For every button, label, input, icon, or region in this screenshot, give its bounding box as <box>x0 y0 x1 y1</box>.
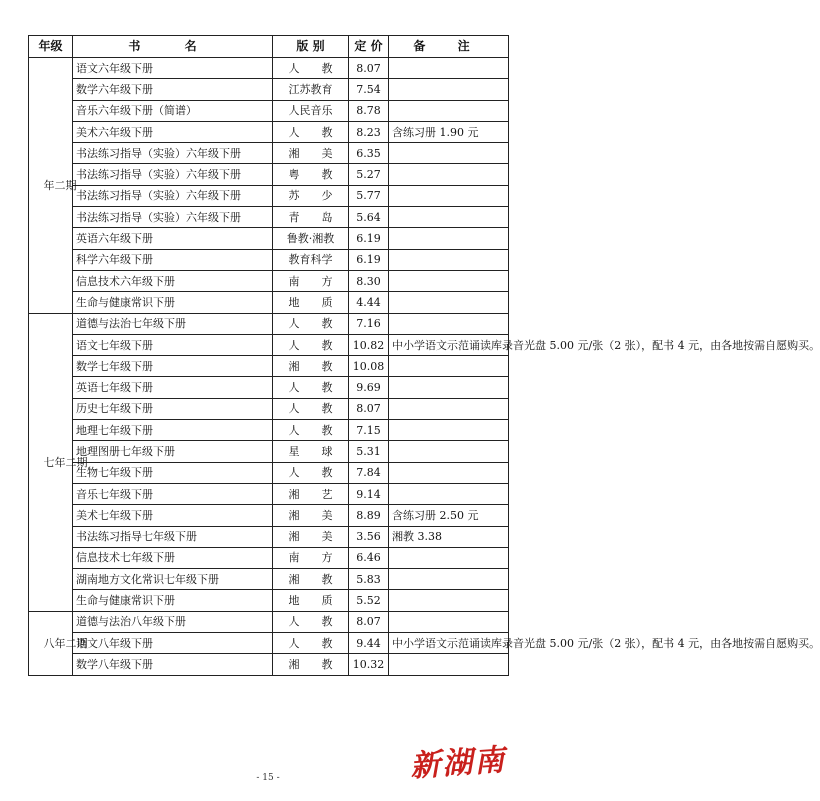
note-cell <box>389 164 509 185</box>
title-cell: 书法练习指导（实验）六年级下册 <box>73 143 273 164</box>
note-cell <box>389 420 509 441</box>
header-note: 备 注 <box>389 36 509 58</box>
publisher-cell: 青 岛 <box>273 207 349 228</box>
table-row <box>29 58 509 79</box>
note-cell <box>389 228 509 249</box>
title-cell: 语文七年级下册 <box>73 334 273 355</box>
note-cell <box>389 377 509 398</box>
note-cell <box>389 79 509 100</box>
note-cell <box>389 100 509 121</box>
table-row <box>29 441 509 462</box>
note-cell <box>389 58 509 79</box>
price-cell: 10.82 <box>349 334 389 355</box>
publisher-cell: 地 质 <box>273 590 349 611</box>
publisher-cell: 鲁教·湘教 <box>273 228 349 249</box>
table-row <box>29 462 509 483</box>
price-cell: 8.07 <box>349 58 389 79</box>
header-price: 定 价 <box>349 36 389 58</box>
table-row <box>29 334 509 355</box>
table-row <box>29 143 509 164</box>
price-cell: 5.83 <box>349 569 389 590</box>
title-cell: 地理七年级下册 <box>73 420 273 441</box>
title-cell: 书法练习指导（实验）六年级下册 <box>73 164 273 185</box>
note-cell <box>389 569 509 590</box>
publisher-cell: 南 方 <box>273 547 349 568</box>
price-cell: 6.46 <box>349 547 389 568</box>
grade-label: 年二期 <box>43 178 77 192</box>
table-row <box>29 100 509 121</box>
header-grade: 年级 <box>29 36 73 58</box>
table-row <box>29 79 509 100</box>
price-cell: 5.27 <box>349 164 389 185</box>
table-row <box>29 356 509 377</box>
header-title: 书 名 <box>73 36 273 58</box>
title-cell: 数学六年级下册 <box>73 79 273 100</box>
price-cell: 6.35 <box>349 143 389 164</box>
publisher-cell: 人 教 <box>273 377 349 398</box>
publisher-cell: 湘 教 <box>273 569 349 590</box>
publisher-cell: 人 教 <box>273 58 349 79</box>
publisher-cell: 南 方 <box>273 270 349 291</box>
table-row <box>29 292 509 313</box>
title-cell: 生物七年级下册 <box>73 462 273 483</box>
grade-label: 八年二期 <box>43 636 88 650</box>
note-cell: 含练习册 1.90 元 <box>389 121 509 142</box>
title-cell: 数学七年级下册 <box>73 356 273 377</box>
title-cell: 道德与法治八年级下册 <box>73 611 273 632</box>
publisher-cell: 湘 教 <box>273 356 349 377</box>
title-cell: 语文八年级下册 <box>73 633 273 654</box>
publisher-cell: 湘 美 <box>273 526 349 547</box>
table-row <box>29 185 509 206</box>
publisher-cell: 地 质 <box>273 292 349 313</box>
book-price-table <box>28 35 820 676</box>
price-cell: 5.64 <box>349 207 389 228</box>
price-cell: 5.31 <box>349 441 389 462</box>
price-cell: 8.78 <box>349 100 389 121</box>
price-cell: 10.32 <box>349 654 389 675</box>
watermark-logo: 新湖南 <box>409 742 508 785</box>
table-row <box>29 228 509 249</box>
note-cell <box>389 356 509 377</box>
publisher-cell: 人 教 <box>273 462 349 483</box>
price-cell: 6.19 <box>349 249 389 270</box>
title-cell: 道德与法治七年级下册 <box>73 313 273 334</box>
title-cell: 美术六年级下册 <box>73 121 273 142</box>
title-cell: 湖南地方文化常识七年级下册 <box>73 569 273 590</box>
publisher-cell: 人 教 <box>273 611 349 632</box>
title-cell: 书法练习指导七年级下册 <box>73 526 273 547</box>
table-row <box>29 505 509 526</box>
note-cell <box>389 590 509 611</box>
price-cell: 8.07 <box>349 611 389 632</box>
note-cell <box>389 654 509 675</box>
price-cell: 7.15 <box>349 420 389 441</box>
grade-cell <box>29 58 77 314</box>
publisher-cell: 人 教 <box>273 398 349 419</box>
publisher-cell: 人 教 <box>273 420 349 441</box>
publisher-cell: 粤 教 <box>273 164 349 185</box>
table-row <box>29 249 509 270</box>
note-cell <box>389 547 509 568</box>
table-header-row <box>29 36 509 58</box>
price-cell: 10.08 <box>349 356 389 377</box>
publisher-cell: 湘 教 <box>273 654 349 675</box>
title-cell: 科学六年级下册 <box>73 249 273 270</box>
publisher-cell: 人 教 <box>273 334 349 355</box>
note-cell <box>389 249 509 270</box>
header-publisher: 版 别 <box>273 36 349 58</box>
publisher-cell: 湘 美 <box>273 143 349 164</box>
note-cell <box>389 441 509 462</box>
publisher-cell: 人民音乐 <box>273 100 349 121</box>
publisher-cell: 湘 美 <box>273 505 349 526</box>
title-cell: 语文六年级下册 <box>73 58 273 79</box>
title-cell: 书法练习指导（实验）六年级下册 <box>73 185 273 206</box>
table-row <box>29 398 509 419</box>
table-row <box>29 526 509 547</box>
publisher-cell: 教育科学 <box>273 249 349 270</box>
note-cell <box>389 270 509 291</box>
note-cell <box>389 313 509 334</box>
price-cell: 3.56 <box>349 526 389 547</box>
note-cell: 中小学语文示范诵读库录音光盘 5.00 元/张（2 张），配书 4 元，由各地按需自愿购买。 <box>389 633 509 654</box>
title-cell: 数学八年级下册 <box>73 654 273 675</box>
price-cell: 5.52 <box>349 590 389 611</box>
note-cell <box>389 398 509 419</box>
grade-cell <box>29 611 88 675</box>
table-row <box>29 207 509 228</box>
table-row <box>29 547 509 568</box>
title-cell: 地理图册七年级下册 <box>73 441 273 462</box>
title-cell: 信息技术六年级下册 <box>73 270 273 291</box>
table-row <box>29 164 509 185</box>
note-cell <box>389 207 509 228</box>
publisher-cell: 星 球 <box>273 441 349 462</box>
publisher-cell: 湘 艺 <box>273 483 349 504</box>
publisher-cell: 人 教 <box>273 633 349 654</box>
note-cell <box>389 462 509 483</box>
publisher-cell: 江苏教育 <box>273 79 349 100</box>
grade-cell <box>29 313 88 611</box>
price-cell: 8.07 <box>349 398 389 419</box>
price-cell: 6.19 <box>349 228 389 249</box>
note-cell <box>389 292 509 313</box>
table-row <box>29 377 509 398</box>
price-cell: 5.77 <box>349 185 389 206</box>
title-cell: 音乐七年级下册 <box>73 483 273 504</box>
title-cell: 英语六年级下册 <box>73 228 273 249</box>
note-cell <box>389 611 509 632</box>
title-cell: 美术七年级下册 <box>73 505 273 526</box>
note-cell <box>389 143 509 164</box>
price-cell: 8.23 <box>349 121 389 142</box>
publisher-cell: 人 教 <box>273 313 349 334</box>
table-body <box>29 58 820 676</box>
title-cell: 信息技术七年级下册 <box>73 547 273 568</box>
note-cell: 中小学语文示范诵读库录音光盘 5.00 元/张（2 张），配书 4 元，由各地按需自愿购买。 <box>389 334 509 355</box>
title-cell: 历史七年级下册 <box>73 398 273 419</box>
price-cell: 4.44 <box>349 292 389 313</box>
table-row <box>29 611 509 632</box>
publisher-cell: 苏 少 <box>273 185 349 206</box>
title-cell: 生命与健康常识下册 <box>73 292 273 313</box>
page-number: - 15 - <box>256 773 280 783</box>
note-cell <box>389 483 509 504</box>
table-row <box>29 121 509 142</box>
note-cell: 湘教 3.38 <box>389 526 509 547</box>
price-cell: 7.16 <box>349 313 389 334</box>
table-row <box>29 569 509 590</box>
note-cell: 含练习册 2.50 元 <box>389 505 509 526</box>
note-cell <box>389 185 509 206</box>
price-cell: 7.54 <box>349 79 389 100</box>
price-cell: 7.84 <box>349 462 389 483</box>
table-row <box>29 420 509 441</box>
price-cell: 9.69 <box>349 377 389 398</box>
title-cell: 英语七年级下册 <box>73 377 273 398</box>
table-row <box>29 313 509 334</box>
table-row <box>29 633 509 654</box>
price-cell: 9.44 <box>349 633 389 654</box>
grade-label: 七年二期 <box>43 455 88 469</box>
title-cell: 生命与健康常识下册 <box>73 590 273 611</box>
title-cell: 音乐六年级下册（简谱） <box>73 100 273 121</box>
table-row <box>29 483 509 504</box>
table-row <box>29 270 509 291</box>
price-cell: 8.30 <box>349 270 389 291</box>
publisher-cell: 人 教 <box>273 121 349 142</box>
price-cell: 9.14 <box>349 483 389 504</box>
table-row <box>29 590 509 611</box>
price-cell: 8.89 <box>349 505 389 526</box>
table-row <box>29 654 509 675</box>
title-cell: 书法练习指导（实验）六年级下册 <box>73 207 273 228</box>
